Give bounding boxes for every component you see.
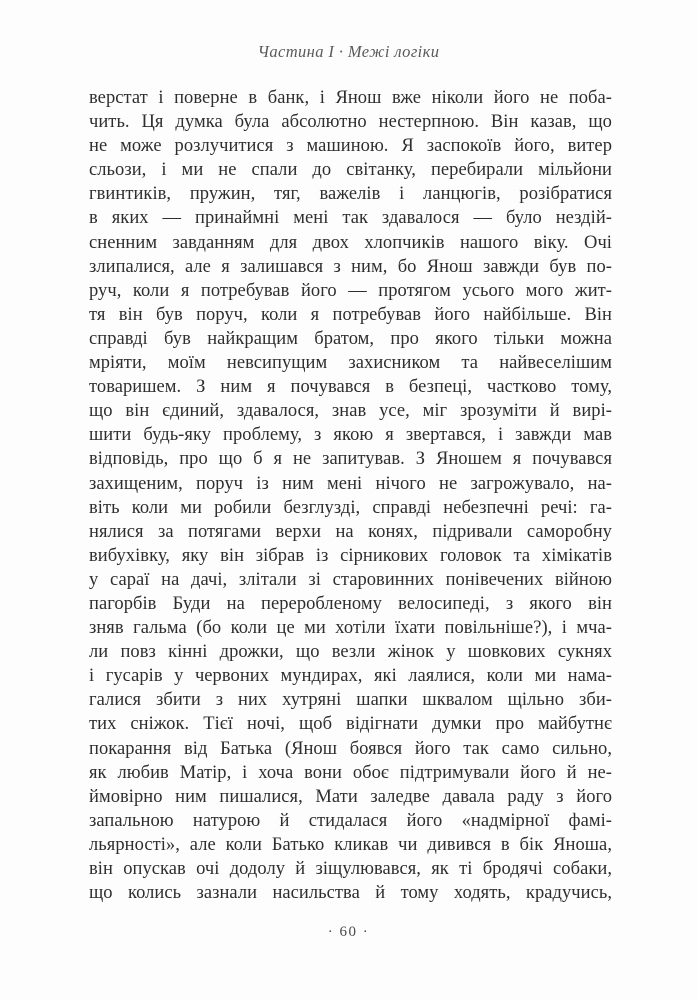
running-header: Частина I · Межі логіки	[257, 42, 440, 61]
text-line: тих сніжок. Тієї ночі, щоб відігнати думки про майбутнє	[89, 714, 612, 735]
text-line: зняв гальма (бо коли це ми хотіли їхати повільніше?), і мча-	[89, 618, 612, 639]
text-line: справді був найкращим братом, про якого тільки можна	[89, 328, 612, 349]
text-line: як любив Матір, і хоча вони обоє підтримували його й не-	[89, 762, 612, 783]
text-line: в яких — принаймні мені так здавалося — було нездій-	[89, 208, 612, 229]
text-line: гвинтиків, пружин, тяг, важелів і ланцюгів, розібратися	[89, 184, 612, 205]
text-line: чить. Ця думка була абсолютно нестерпною. Він казав, що	[89, 112, 612, 133]
text-line: сльози, і ми не спали до світанку, перебирали мільйони	[89, 160, 612, 181]
text-line: вибухівку, яку він зібрав із сірникових головок та хімікатів	[89, 545, 612, 566]
text-line: що колись зазнали насильства й тому ходять, крадучись,	[89, 883, 612, 904]
text-line: він опускав очі додолу й зіщулювався, як ті бродячі собаки,	[89, 859, 612, 879]
text-line: що він єдиний, здавалося, знав усе, міг зрозуміти й вирі-	[89, 401, 612, 422]
text-line: верстат і поверне в банк, і Янош вже ніколи його не поба-	[89, 88, 612, 108]
text-line: і гусарів у червоних мундирах, які лаялися, коли ми нама-	[89, 666, 612, 687]
text-line: злипалися, але я залишався з ним, бо Янош завжди був по-	[89, 256, 612, 277]
body-text	[89, 86, 612, 905]
text-line: захищеним, поруч із ним мені нічого не загрожувало, на-	[89, 473, 612, 494]
text-line: не може розлучитися з машиною. Я заспокоїв його, витер	[89, 136, 612, 157]
text-line: галися збити з них хутряні шапки шквалом щільно зби-	[89, 690, 612, 711]
text-line: відповідь, про що б я не запитував. З Яношем я почувався	[89, 449, 612, 470]
text-line: льярності», але коли Батько кликав чи дивився в бік Яноша,	[89, 834, 612, 855]
page-number: · 60 ·	[327, 924, 370, 940]
text-line: сненним завданням для двох хлопчиків нашого віку. Очі	[89, 232, 612, 253]
text-line: віть коли ми робили безглузді, справді небезпечні речі: га-	[89, 497, 612, 518]
text-line: мріяти, моїм невсипущим захисником та найвеселішим	[89, 353, 612, 374]
text-line: ли повз кінні дрожки, що везли жінок у шовкових сукнях	[89, 642, 612, 663]
text-line: тя він був поруч, коли я потребував його найбільше. Він	[89, 304, 612, 325]
text-line: товаришем. З ним я почувався в безпеці, частково тому,	[89, 377, 612, 398]
text-line: покарання від Батька (Янош боявся його так само сильно,	[89, 738, 612, 759]
text-line: запальною натурою й стидалася його «надмірної фамі-	[89, 810, 612, 831]
text-line: ймовірно ним пишалися, Мати заледве давала раду з його	[89, 786, 612, 807]
text-line: у сараї на дачі, злітали зі старовинних понівечених війною	[89, 569, 612, 590]
text-line: нялися за потягами верхи на конях, підривали саморобну	[89, 521, 612, 542]
text-line: шити будь-яку проблему, з якою я звертався, і завжди мав	[89, 425, 612, 446]
text-line: руч, коли я потребував його — протягом усього мого жит-	[89, 280, 612, 301]
text-line: пагорбів Буди на переробленому велосипеді, з якого він	[89, 593, 612, 614]
